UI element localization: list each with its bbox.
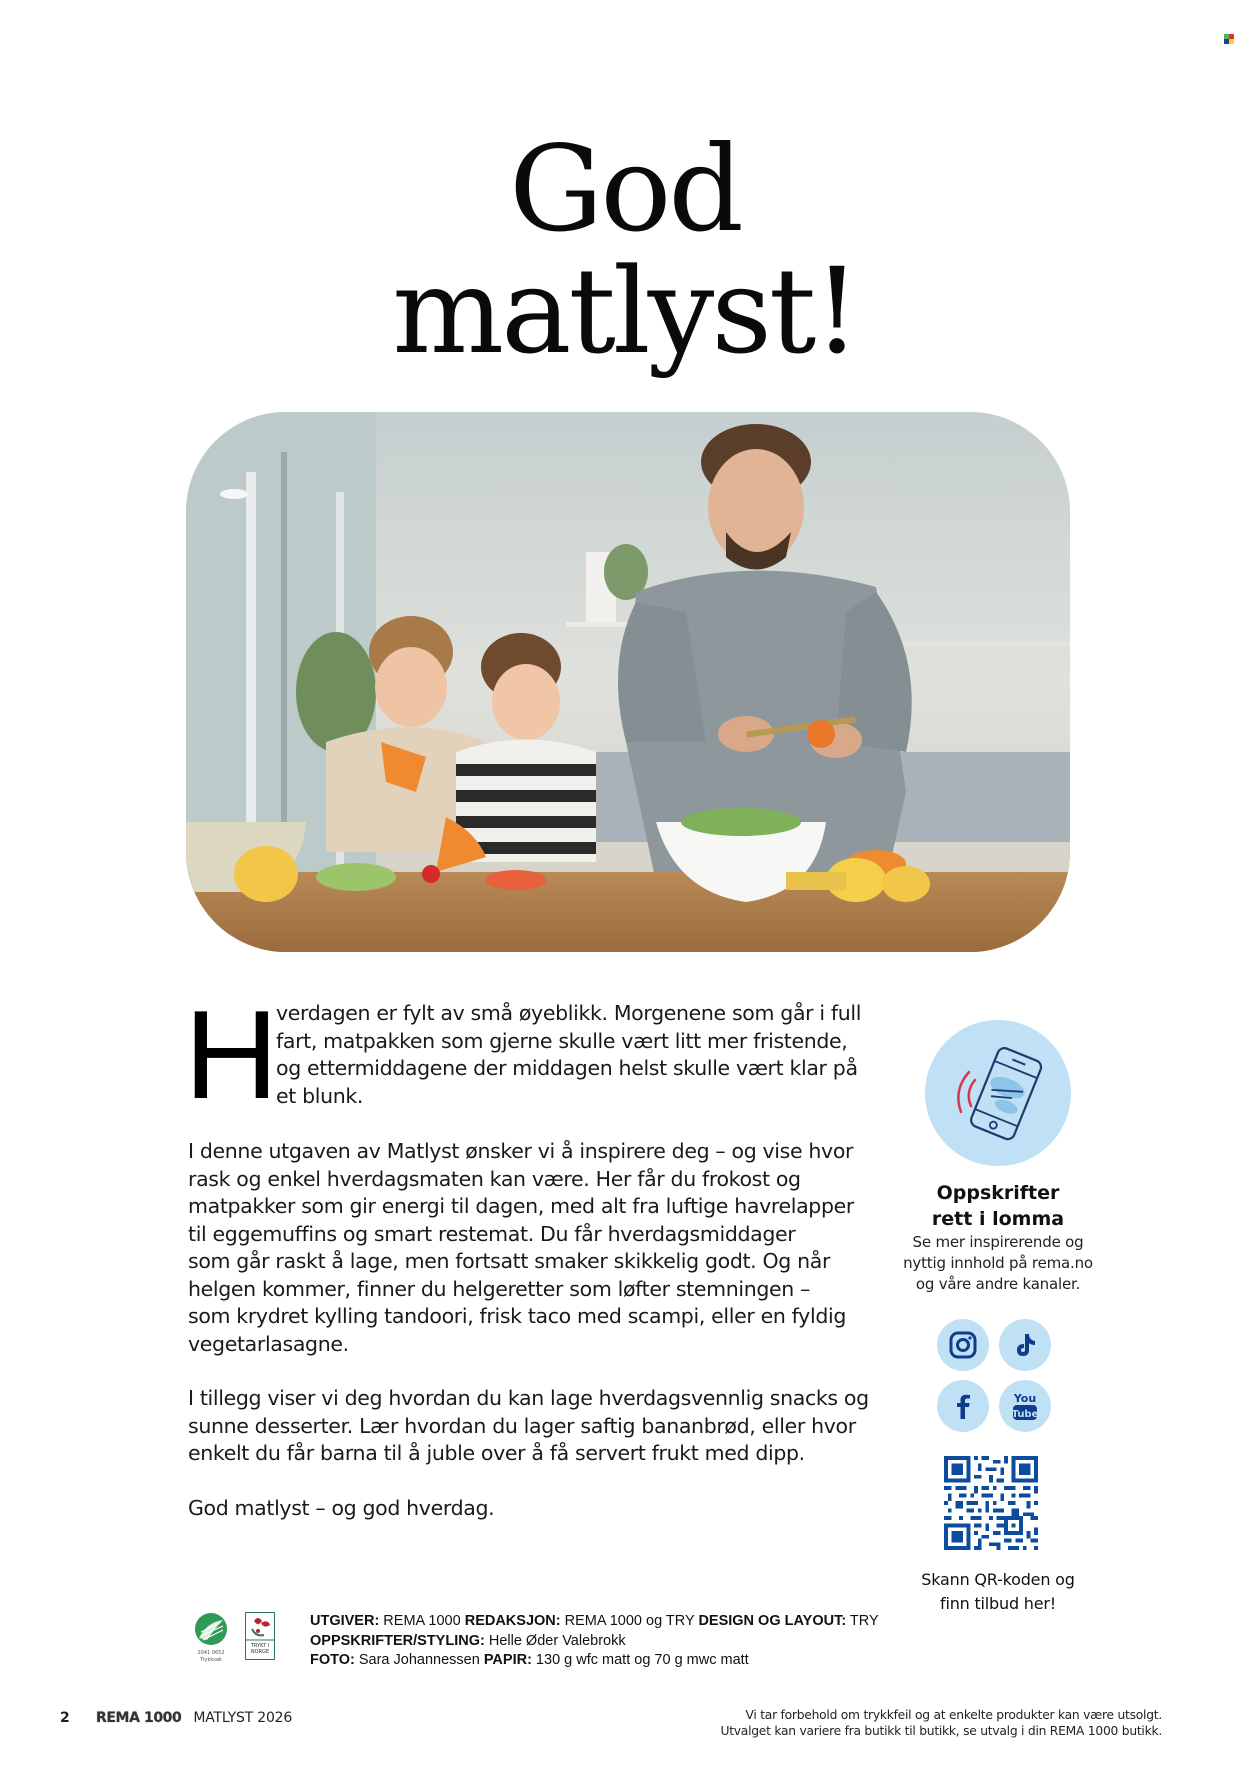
qr-caption [880, 1568, 1116, 1616]
svg-text:TRYKT I: TRYKT I [250, 1643, 270, 1649]
page-number: 2 [60, 1710, 70, 1726]
sidebar-description [880, 1232, 1116, 1295]
credit-value: 130 g wfc matt og 70 g mwc matt [531, 1652, 749, 1668]
nordic-swan-icon [193, 1612, 229, 1662]
facebook-icon [952, 1392, 974, 1420]
youtube-icon [1011, 1390, 1039, 1422]
disclaimer-line: Utvalget kan variere fra butikk til butikk, se utvalg i din REMA 1000 butikk. [720, 1724, 1162, 1738]
credit-label: DESIGN OG LAYOUT: [698, 1613, 847, 1629]
eco-labels [193, 1612, 275, 1662]
text-line: et blunk. [276, 1083, 364, 1108]
credit-label: FOTO: [310, 1652, 355, 1668]
credits-line-1 [310, 1612, 879, 1632]
intro-paragraph [276, 1000, 862, 1110]
text-line: som krydret kylling tandoori, frisk taco med scampi, eller en fyldig [188, 1304, 846, 1328]
text-line: rask og enkel hverdagsmaten kan være. Her får du frokost og [188, 1166, 801, 1191]
credit-label: UTGIVER: [310, 1613, 380, 1629]
closing-paragraph [188, 1495, 838, 1523]
page-footer-left [60, 1710, 292, 1726]
printed-in-norway-icon [245, 1612, 275, 1660]
phone-signal-icon [925, 1020, 1071, 1166]
text-line: verdagen er fylt av små øyeblikk. Morgenene som går i full [276, 1001, 862, 1025]
text-line: I tillegg viser vi deg hvordan du kan lage hverdagsvennlig snacks og [188, 1386, 869, 1410]
credit-label: OPPSKRIFTER/STYLING: [310, 1632, 485, 1649]
text-line: I denne utgaven av Matlyst ønsker vi å inspirere deg – og vise hvor [188, 1139, 854, 1163]
text-line: og våre andre kanaler. [915, 1275, 1081, 1293]
heading-line: Oppskrifter [936, 1182, 1060, 1204]
paragraph-2 [188, 1138, 854, 1358]
credit-value: Sara Johannessen [354, 1652, 484, 1668]
tiktok-icon [1012, 1331, 1038, 1359]
page-title [0, 120, 1250, 380]
youtube-button[interactable] [999, 1380, 1051, 1432]
text-line: Skann QR-koden og [921, 1570, 1075, 1589]
disclaimer-line: Vi tar forbehold om trykkfeil og at enkelte produkter kan være utsolgt. [745, 1708, 1162, 1722]
text-line: God matlyst – og god hverdag. [188, 1496, 495, 1520]
title-line-2: matlyst! [392, 242, 858, 380]
drop-cap: H [184, 984, 279, 1125]
issue-label: MATLYST 2026 [193, 1710, 293, 1726]
sidebar-heading [880, 1180, 1116, 1232]
credits-line-2 [310, 1632, 879, 1652]
paragraph-3 [188, 1385, 869, 1468]
text-line: enkelt du får barna til å juble over å få servert frukt med dipp. [188, 1441, 805, 1465]
tiktok-button[interactable] [999, 1319, 1051, 1371]
text-line: Se mer inspirerende og [912, 1233, 1084, 1251]
svg-text:Tube: Tube [1011, 1409, 1039, 1420]
social-links [937, 1319, 1051, 1432]
instagram-icon [948, 1330, 978, 1360]
svg-text:2041 0652: 2041 0652 [197, 1650, 225, 1656]
svg-text:Trykksak: Trykksak [200, 1657, 222, 1663]
credit-value: Helle Øder Valebrokk [484, 1632, 626, 1649]
text-line: nyttig innhold på rema.no [903, 1254, 1093, 1272]
credit-label: PAPIR: [483, 1652, 532, 1668]
title-line-1: God [509, 120, 741, 258]
text-line: sunne desserter. Lær hvordan du lager saftig bananbrød, eller hvor [188, 1413, 856, 1438]
recipes-sidebar [880, 1020, 1116, 1295]
text-line: fart, matpakken som gjerne skulle vært litt mer fristende, [276, 1028, 848, 1053]
text-line: som går raskt å lage, men fortsatt smaker skikkelig godt. Og når [188, 1249, 831, 1273]
hero-photo [186, 412, 1070, 952]
kitchen-family-illustration [186, 412, 1070, 952]
credit-label: REDAKSJON: [464, 1613, 561, 1629]
text-line: til eggemuffins og smart restemat. Du får hverdagsmiddager [188, 1221, 796, 1246]
text-line: finn tilbud her! [940, 1594, 1056, 1613]
credits-line-3 [310, 1651, 879, 1671]
text-line: og ettermiddagene der middagen helst skulle vært klar på [276, 1056, 858, 1080]
svg-text:NORGE: NORGE [250, 1649, 270, 1655]
color-registration-mark [1224, 34, 1234, 44]
credit-value: TRY [846, 1613, 879, 1629]
text-line: matpakker som gir energi til dagen, med alt fra luftige havrelapper [188, 1194, 854, 1218]
svg-text:You: You [1013, 1392, 1037, 1405]
facebook-button[interactable] [937, 1380, 989, 1432]
qr-code[interactable] [944, 1456, 1038, 1550]
credit-value: REMA 1000 og TRY [560, 1613, 699, 1629]
text-line: vegetarlasagne. [188, 1331, 349, 1356]
qr-code-icon [944, 1456, 1038, 1550]
brand-logo: REMA 1000 [96, 1710, 182, 1726]
credits-block [310, 1612, 879, 1671]
mark-yellow [1229, 39, 1234, 44]
text-line: helgen kommer, finner du helgeretter som løfter stemningen – [188, 1276, 811, 1301]
credit-value: REMA 1000 [379, 1613, 465, 1629]
disclaimer [720, 1707, 1162, 1739]
instagram-button[interactable] [937, 1319, 989, 1371]
heading-line: rett i lomma [931, 1208, 1065, 1230]
